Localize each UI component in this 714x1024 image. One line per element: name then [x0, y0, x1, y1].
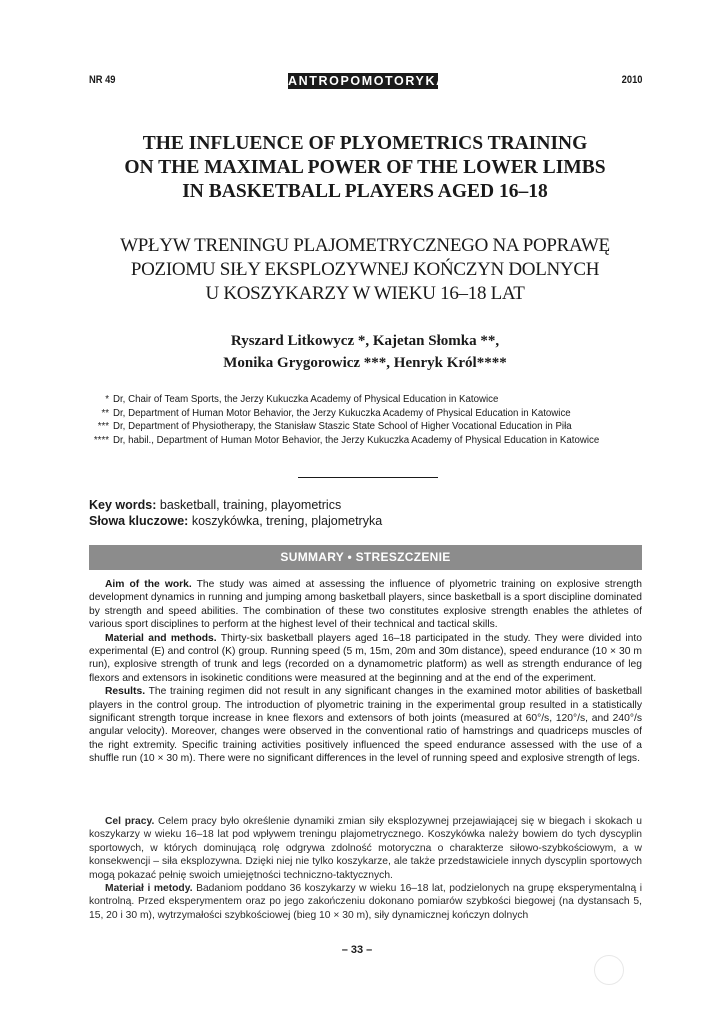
issue-number: NR 49	[89, 74, 116, 86]
keywords	[89, 498, 382, 529]
divider	[298, 477, 438, 478]
summary-heading: SUMMARY • STRESZCZENIE	[89, 545, 642, 570]
year: 2010	[621, 74, 642, 86]
paragraph-label: Cel pracy.	[105, 816, 155, 827]
title-english	[60, 132, 670, 204]
affiliation-item	[86, 393, 646, 407]
title-en-line: THE INFLUENCE OF PLYOMETRICS TRAINING	[142, 133, 588, 154]
affiliation-text: Dr, Department of Human Motor Behavior, the Jerzy Kukuczka Academy of Physical Education in Katowice	[113, 407, 571, 419]
affiliations	[86, 393, 646, 447]
title-polish	[60, 234, 670, 306]
abstract-paragraph	[89, 882, 642, 922]
authors-line: Monika Grygorowicz ***, Henryk Król****	[223, 355, 507, 371]
abstract-english	[89, 578, 642, 766]
affiliation-item	[86, 434, 646, 448]
paragraph-label: Materiał i metody.	[105, 883, 193, 895]
title-pl-line: POZIOMU SIŁY EKSPLOZYWNEJ KOŃCZYN DOLNYCH	[130, 259, 600, 280]
affiliation-item	[86, 420, 646, 434]
affiliation-mark: *	[105, 394, 109, 405]
keywords-en	[89, 498, 382, 514]
keywords-pl-value: koszykówka, trening, plajometryka	[188, 513, 383, 528]
paragraph-text: Badaniom poddano 36 koszykarzy w wieku 16–18 lat, podzielonych na grupę eksperymentalną i kontrolną. Przed eksperymentem oraz po jego zakończeniu dokonano pomiarów szybkości biegowej (na dystansach 5, 15, 20 i 30 m), wytrzymałości szybkościowej (bieg 10 × 30 m), siły dynamicznej kończyn dolnych	[89, 883, 643, 921]
affiliation-item	[86, 407, 646, 421]
keywords-en-label: Key words:	[89, 498, 157, 512]
watermark-seal	[594, 955, 624, 985]
abstract-paragraph	[89, 632, 642, 686]
title-en-line: ON THE MAXIMAL POWER OF THE LOWER LIMBS	[124, 157, 606, 178]
authors	[60, 330, 670, 374]
paragraph-text: Celem pracy było określenie dynamiki zmian siły eksplozywnej przejawiającej się w biegach i skokach u koszykarzy w wieku 16–18 lat pod wpływem treningu plajometrycznego. Koszykówka należy bowiem do tych dyscyplin sportowych, w których dominującą rolę odgrywa zdolność motoryczna o charakterze siłowo-szybkościowym, a w konsekwencji – siła eksplozywna. Dzięki niej nie tylko koszykarze, ale także przedstawiciele innych dyscyplin sportowych mogą pokazać pełnię swoich umiejętności techniczno-taktycznych.	[89, 816, 642, 881]
abstract-paragraph	[89, 815, 642, 882]
paragraph-label: Aim of the work.	[105, 579, 192, 590]
paragraph-text: The study was aimed at assessing the influence of plyometric training on explosive strength development dynamics in running and jumping among basketball players, since basketball is a sport discipline dominated by strength and speed abilities. The combination of these two constitutes explosive strength enables the athletes of various sport disciplines to perform at the highest level of their technical and tactical skills.	[89, 579, 642, 631]
paragraph-label: Material and methods.	[105, 632, 217, 644]
authors-line: Ryszard Litkowycz *, Kajetan Słomka **,	[230, 333, 500, 349]
keywords-pl-label: Słowa kluczowe:	[89, 513, 189, 528]
journal-name: ANTROPOMOTORYKA	[288, 74, 447, 88]
affiliation-text: Dr, Department of Physiotherapy, the Stanisław Staszic State School of Higher Vocational Education in Piła	[113, 421, 572, 432]
affiliation-text: Dr, Chair of Team Sports, the Jerzy Kukuczka Academy of Physical Education in Katowice	[113, 394, 499, 405]
keywords-en-value: basketball, training, playometrics	[156, 498, 342, 512]
affiliation-mark: ****	[93, 434, 109, 446]
paragraph-text: The training regimen did not result in any significant changes in the examined motor abilities of basketball players in the control group. The introduction of plyometric training in the experimental group resulted in a statistically significant strength torque increase in knee flexors and extensors of both joints (measured at 60°/s, 120°/s, and 240°/s angular velocity). Moreover, changes were observed in the conventional ratio of hamstrings and quadriceps muscles of the right extremity. Specific training activities positively influenced the speed endurance assessed with the use of a shuffle run (10 × 30 m). There were no significant differences in the level of running speed and explosive strength of legs.	[89, 686, 642, 765]
abstract-polish	[89, 815, 642, 922]
abstract-paragraph	[89, 685, 642, 765]
title-en-line: IN BASKETBALL PLAYERS AGED 16–18	[182, 181, 548, 202]
affiliation-mark: **	[101, 407, 109, 419]
title-pl-line: WPŁYW TRENINGU PLAJOMETRYCZNEGO NA POPRAWĘ	[120, 235, 610, 256]
abstract-paragraph	[89, 578, 642, 632]
paragraph-label: Results.	[105, 686, 146, 698]
affiliation-mark: ***	[97, 421, 109, 432]
affiliation-text: Dr, habil., Department of Human Motor Behavior, the Jerzy Kukuczka Academy of Physical Education in Katowice	[113, 434, 600, 446]
page-number: – 33 –	[341, 944, 373, 956]
title-pl-line: U KOSZYKARZY W WIEKU 16–18 LAT	[205, 283, 525, 304]
paragraph-text: Thirty-six basketball players aged 16–18 participated in the study. They were divided into experimental (E) and control (K) group. Running speed (5 m, 15m, 20m and 30m distance), speed endurance (10 × 30 m run), explosive strength of trunk and legs (recorded on a dynamometric platform) as well as strength endurance of leg flexors and extensors in isokinetic conditions were measured at the beginning and at the end of the experiment.	[89, 632, 642, 684]
keywords-pl	[89, 514, 382, 530]
